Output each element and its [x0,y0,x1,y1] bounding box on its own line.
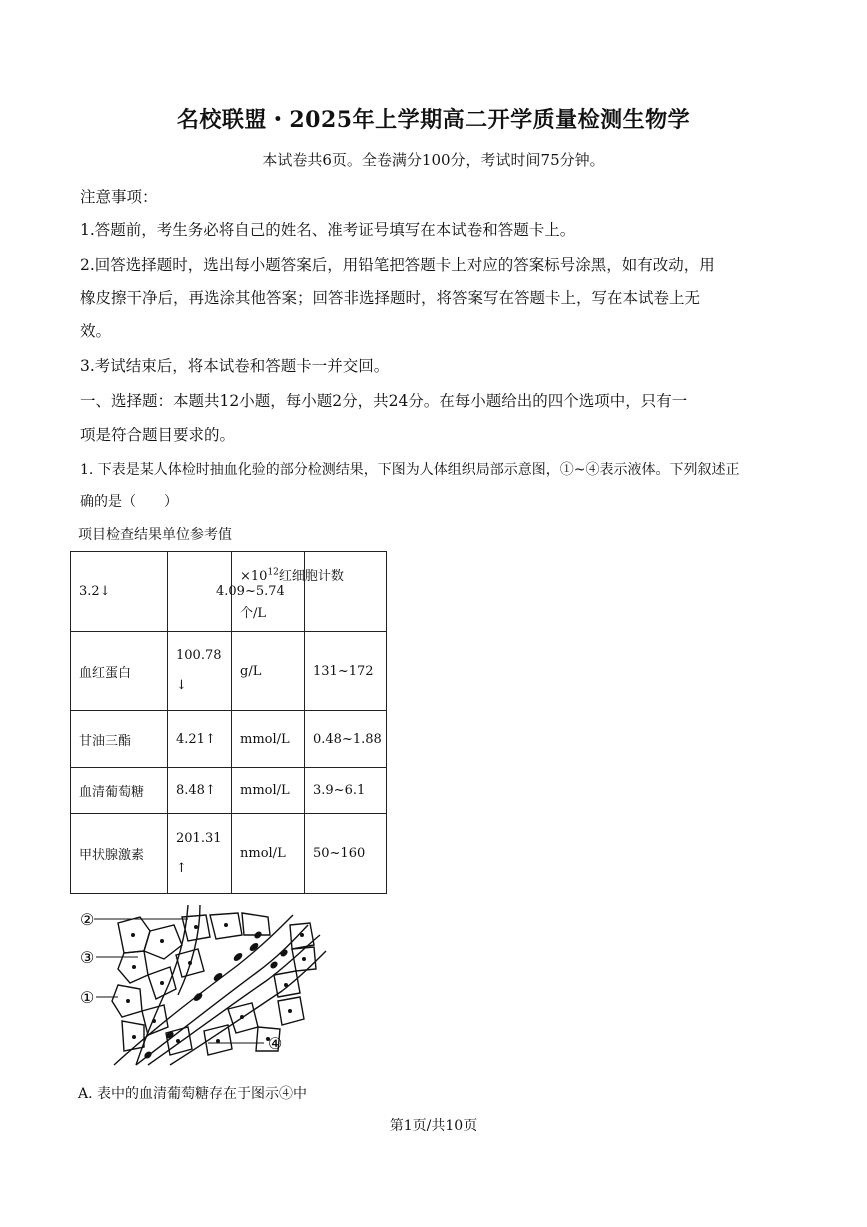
table-cell: 131~172 [305,632,387,711]
page-title: 名校联盟・2025年上学期高二开学质量检测生物学 [176,107,691,133]
table-cell [232,552,344,632]
table-cell [168,814,232,894]
table-cell [305,552,387,632]
table-cell: 4.21↑ [168,711,232,768]
table-cell: mmol/L [232,711,305,768]
table-row [71,711,387,768]
question-1-stem-line-2: 确的是（ ） [80,494,178,510]
option-a: A. 表中的血清葡萄糖存在于图示④中 [78,1086,308,1102]
item-name-text: 红细胞计数 [278,569,344,584]
unit-text-bottom: 个/L [240,606,267,621]
table-row [71,552,387,632]
table-row [71,768,387,814]
table-cell: 血清葡萄糖 [71,768,168,814]
diagram-label-3: ③ [80,948,95,967]
table-cell: 甲状腺激素 [71,814,168,894]
table-cell [168,632,232,711]
question-1-stem-line-1: 1. 下表是某人体检时抽血化验的部分检测结果，下图为人体组织局部示意图，①~④表示液体。下列叙述正 [80,462,740,478]
table-cell: 3.2↓ [71,552,168,632]
unit-text-top [240,565,344,584]
table-cell: g/L [232,632,305,711]
section-heading-line-1: 一、选择题：本题共12小题，每小题2分，共24分。在每小题给出的四个选项中，只有一 [80,392,688,410]
table-cell: 甘油三酯 [71,711,168,768]
result-value: 201.31 [176,830,222,846]
section-heading-line-2: 项是符合题目要求的。 [80,426,236,444]
unit-text: ×10 [240,569,268,584]
tissue-diagram [78,905,328,1070]
note-item-3: 3.考试结束后，将本试卷和答题卡一并交回。 [80,357,390,375]
page-number: 第1页/共10页 [389,1118,478,1134]
diagram-label-4: ④ [268,1034,283,1053]
unit-exponent: 12 [267,567,279,578]
result-value: 100.78 [176,648,222,663]
table-cell: nmol/L [232,814,305,894]
table-row [71,814,387,894]
table-cell: 3.9~6.1 [305,768,387,814]
note-item-2-line-1: 2.回答选择题时，选出每小题答案后，用铅笔把答题卡上对应的答案标号涂黑，如有改动，用 [80,256,715,274]
reference-range-text: 4.09~5.74 [216,584,285,599]
table-cell: 0.48~1.88 [305,711,387,768]
blood-test-table [70,551,387,894]
table-row [71,632,387,711]
note-item-1: 1.答题前，考生务必将自己的姓名、准考证号填写在本试卷和答题卡上。 [80,221,576,239]
table-cell: 50~160 [305,814,387,894]
diagram-label-1: ① [80,988,95,1007]
notes-heading: 注意事项： [80,188,158,206]
table-cell: mmol/L [232,768,305,814]
result-arrow: ↓ [176,678,187,693]
note-item-2-line-2: 橡皮擦干净后，再选涂其他答案；回答非选择题时，将答案写在答题卡上，写在本试卷上无 [80,289,701,307]
exam-info: 本试卷共6页。全卷满分100分，考试时间75分钟。 [262,151,605,169]
diagram-label-2: ② [80,910,95,929]
note-item-2-line-3: 效。 [80,322,112,340]
table-cell: 血红蛋白 [71,632,168,711]
table-caption: 项目检查结果单位参考值 [78,527,232,543]
table-cell: 8.48↑ [168,768,232,814]
result-arrow: ↑ [176,860,187,876]
